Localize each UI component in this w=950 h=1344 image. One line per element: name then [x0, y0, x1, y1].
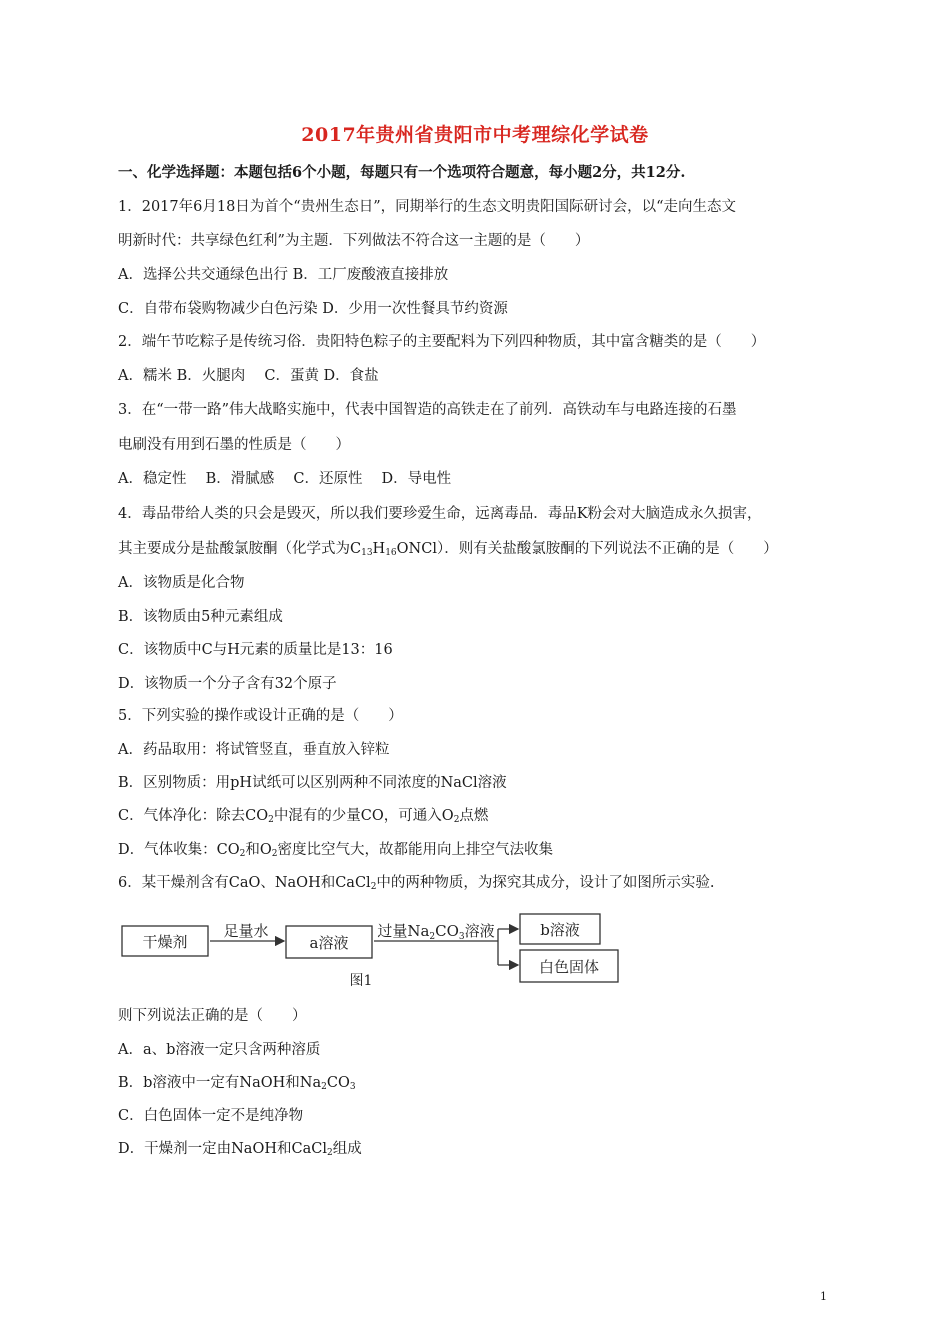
solution-b-label: b溶液	[540, 921, 580, 939]
section-header: 一、化学选择题：本题包括6个小题，每题只有一个选项符合题意，每小题2分，共12分.	[118, 164, 686, 181]
q5-option-c: C．气体净化：除去$CO_2$中混有的少量CO，可通入$O_2$点燃	[118, 808, 489, 825]
q1-line1: 1．2017年6月18日为首个“贵州生态日”，同期举行的生态文明贵阳国际研讨会，以“走向生态文	[118, 199, 737, 215]
q4-line1: 4．毒品带给人类的只会是毁灭，所以我们要珍爱生命，远离毒品．毒品K粉会对大脑造成永久损害，	[118, 506, 762, 522]
q1-line2: 明新时代：共享绿色红利”为主题．下列做法不符合这一主题的是（ ）	[118, 233, 590, 249]
q1-options-ab: A．选择公共交通绿色出行 B．工厂废酸液直接排放	[118, 267, 449, 283]
experiment-flow-diagram	[118, 912, 638, 990]
q4-option-a: A．该物质是化合物	[118, 575, 245, 591]
q6-option-c: C．白色固体一定不是纯净物	[118, 1108, 304, 1124]
figure-caption: 图1	[349, 973, 373, 989]
q4-line2: 其主要成分是盐酸氯胺酮（化学式为$C_{13}H_{16}ONCl$）．则有关盐酸氯胺酮的下列说法不正确的是（ ）	[118, 541, 778, 558]
page-number: 1	[820, 1290, 827, 1303]
q6-option-d: D．干燥剂一定由NaOH和CaCl$_2$组成	[118, 1141, 362, 1158]
q2-stem: 2．端午节吃粽子是传统习俗．贵阳特色粽子的主要配料为下列四种物质，其中富含糖类的是（ ）	[118, 334, 766, 350]
q4-option-c: C．该物质中C与H元素的质量比是13：16	[118, 642, 393, 658]
arrow-water-label: 足量水	[223, 922, 269, 940]
arrow-na2co3-label: 过量$Na_2CO_3$溶液	[377, 922, 495, 942]
q5-option-b: B．区别物质：用pH试纸可以区别两种不同浓度的NaCl溶液	[118, 775, 507, 791]
exam-title: 2017年贵州省贵阳市中考理综化学试卷	[301, 124, 649, 146]
q6-option-a: A．a、b溶液一定只含两种溶质	[118, 1042, 321, 1058]
q6-option-b: B．b溶液中一定有NaOH和$Na_2CO_3$	[118, 1075, 356, 1092]
q3-line1: 3．在“一带一路”伟大战略实施中，代表中国智造的高铁走在了前列．高铁动车与电路连接的石墨	[118, 402, 737, 418]
solution-a-label: a溶液	[309, 934, 349, 952]
q5-option-a: A．药品取用：将试管竖直，垂直放入锌粒	[118, 742, 390, 758]
desiccant-label: 干燥剂	[142, 933, 188, 951]
q3-options: A．稳定性 B．滑腻感 C．还原性 D．导电性	[118, 471, 452, 487]
q3-line2: 电刷没有用到石墨的性质是（ ）	[118, 437, 350, 453]
q6-question: 则下列说法正确的是（ ）	[118, 1008, 307, 1024]
q6-stem: 6．某干燥剂含有CaO、NaOH和CaCl$_2$中的两种物质，为探究其成分，设计了如图所示实验.	[118, 875, 715, 892]
q2-options: A．糯米 B．火腿肉 C．蛋黄 D．食盐	[118, 368, 379, 384]
q4-option-b: B．该物质由5种元素组成	[118, 609, 283, 625]
q4-option-d: D．该物质一个分子含有32个原子	[118, 676, 337, 692]
white-solid-label: 白色固体	[538, 958, 600, 976]
q1-options-cd: C．自带布袋购物减少白色污染 D．少用一次性餐具节约资源	[118, 301, 508, 317]
q5-option-d: D．气体收集：$CO_2$和$O_2$密度比空气大，故都能用向上排空气法收集	[118, 842, 553, 859]
q5-stem: 5．下列实验的操作或设计正确的是（ ）	[118, 708, 403, 724]
